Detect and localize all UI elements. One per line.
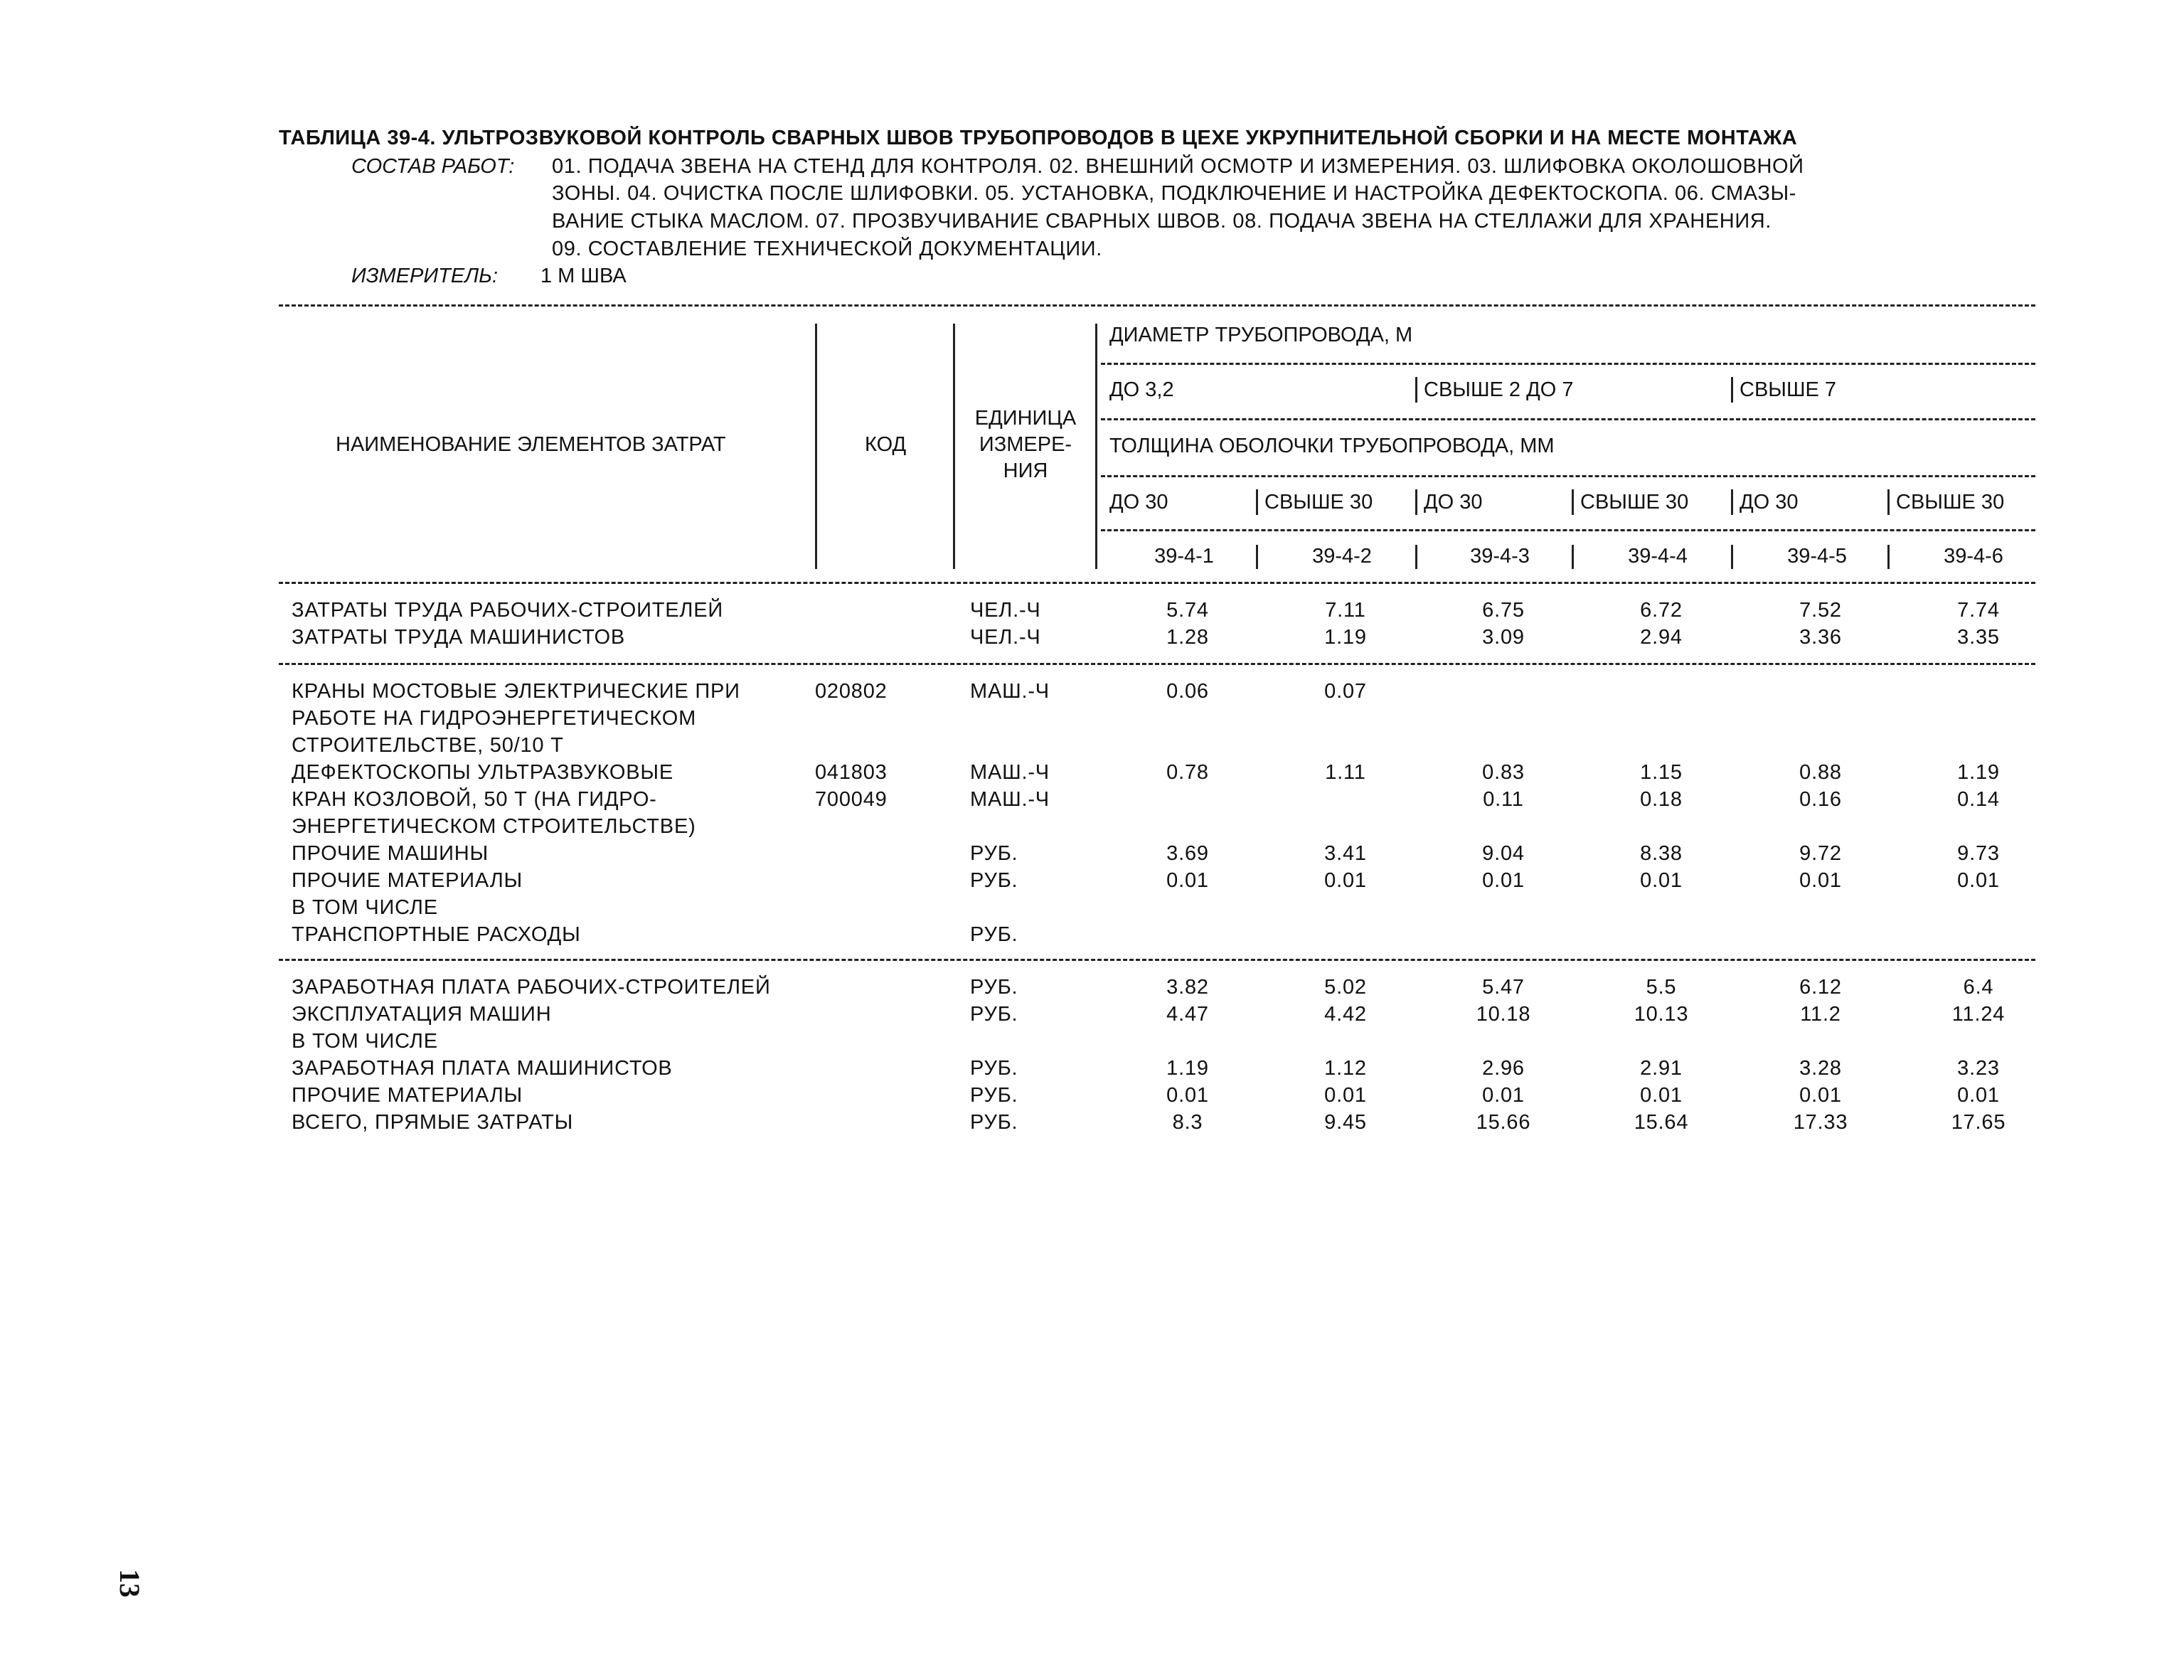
header-code-number: 39-4-5 — [1787, 545, 1847, 568]
row-value: 8.38 — [1640, 842, 1683, 865]
row-value: 8.3 — [1172, 1111, 1203, 1134]
column-divider — [1731, 377, 1733, 403]
row-unit: РУБ. — [970, 1084, 1018, 1107]
row-name: СТРОИТЕЛЬСТВЕ, 50/10 Т — [292, 734, 564, 757]
row-name: В ТОМ ЧИСЛЕ — [292, 1030, 438, 1053]
header-diameter-group: СВЫШЕ 7 — [1740, 378, 1837, 401]
row-value: 0.07 — [1324, 680, 1367, 703]
row-value: 10.13 — [1634, 1003, 1689, 1026]
row-value: 15.66 — [1476, 1111, 1531, 1134]
row-value: 6.12 — [1799, 976, 1842, 999]
row-name: ПРОЧИЕ МАШИНЫ — [292, 842, 489, 865]
row-value: 0.01 — [1166, 1084, 1209, 1107]
row-value: 1.19 — [1957, 761, 2000, 784]
header-thickness-col: ДО 30 — [1424, 491, 1483, 514]
row-name: ЗАРАБОТНАЯ ПЛАТА РАБОЧИХ-СТРОИТЕЛЕЙ — [292, 976, 771, 999]
row-value: 3.23 — [1957, 1057, 2000, 1080]
row-value: 17.33 — [1793, 1111, 1848, 1134]
row-value: 2.94 — [1640, 626, 1683, 649]
row-unit: РУБ. — [970, 1057, 1018, 1080]
row-value: 5.02 — [1324, 976, 1367, 999]
row-value: 0.01 — [1799, 869, 1842, 892]
row-name: ДЕФЕКТОСКОПЫ УЛЬТРАЗВУКОВЫЕ — [292, 761, 674, 784]
meter-value: 1 М ШВА — [540, 265, 627, 287]
row-name: ПРОЧИЕ МАТЕРИАЛЫ — [292, 1084, 523, 1107]
divider — [279, 304, 2035, 307]
column-divider — [1887, 489, 1890, 515]
header-code: КОД — [865, 433, 907, 456]
header-code-number: 39-4-2 — [1312, 545, 1372, 568]
row-value: 5.5 — [1646, 976, 1677, 999]
row-value: 0.83 — [1482, 761, 1525, 784]
row-value: 5.74 — [1166, 599, 1209, 622]
row-value: 0.88 — [1799, 761, 1842, 784]
row-name: ТРАНСПОРТНЫЕ РАСХОДЫ — [292, 923, 581, 946]
row-value: 0.01 — [1482, 1084, 1525, 1107]
column-divider — [1415, 489, 1417, 515]
row-value: 9.45 — [1324, 1111, 1367, 1134]
column-divider — [1256, 545, 1258, 569]
row-value: 11.2 — [1800, 1003, 1841, 1026]
row-value: 3.09 — [1482, 626, 1525, 649]
header-thickness-col: СВЫШЕ 30 — [1264, 491, 1373, 514]
row-value: 0.01 — [1482, 869, 1525, 892]
column-divider — [1415, 545, 1417, 569]
row-value: 4.42 — [1324, 1003, 1367, 1026]
row-value: 1.28 — [1166, 626, 1209, 649]
column-divider — [1572, 545, 1574, 569]
row-value: 1.15 — [1640, 761, 1683, 784]
row-value: 7.52 — [1799, 599, 1842, 622]
row-value: 0.11 — [1483, 788, 1524, 811]
row-code: 700049 — [815, 788, 888, 811]
row-unit: РУБ. — [970, 1003, 1018, 1026]
row-unit: РУБ. — [970, 869, 1018, 892]
row-name: ЗАТРАТЫ ТРУДА РАБОЧИХ-СТРОИТЕЛЕЙ — [292, 599, 724, 622]
row-unit: МАШ.-Ч — [970, 761, 1050, 784]
header-thickness-col: СВЫШЕ 30 — [1580, 491, 1689, 514]
column-divider — [1095, 324, 1097, 569]
row-value: 0.14 — [1957, 788, 2000, 811]
row-value: 3.69 — [1166, 842, 1209, 865]
row-name: ЗАРАБОТНАЯ ПЛАТА МАШИНИСТОВ — [292, 1057, 673, 1080]
row-value: 0.01 — [1640, 869, 1683, 892]
header-code-number: 39-4-1 — [1154, 545, 1214, 568]
row-value: 0.01 — [1324, 1084, 1367, 1107]
row-value: 0.78 — [1166, 761, 1209, 784]
row-code: 041803 — [815, 761, 888, 784]
row-value: 9.04 — [1482, 842, 1525, 865]
row-name: КРАНЫ МОСТОВЫЕ ЭЛЕКТРИЧЕСКИЕ ПРИ — [292, 680, 740, 703]
header-unit: ИЗМЕРЕ- — [979, 433, 1072, 456]
row-unit: МАШ.-Ч — [970, 788, 1050, 811]
row-value: 3.36 — [1799, 626, 1842, 649]
row-unit: РУБ. — [970, 1111, 1018, 1134]
header-code-number: 39-4-6 — [1944, 545, 2003, 568]
row-value: 15.64 — [1634, 1111, 1689, 1134]
column-divider — [1256, 489, 1258, 515]
column-divider — [1887, 545, 1890, 569]
row-value: 1.12 — [1324, 1057, 1367, 1080]
row-value: 3.28 — [1799, 1057, 1842, 1080]
column-divider — [1415, 377, 1417, 403]
composition-label: СОСТАВ РАБОТ: — [351, 155, 515, 178]
row-value: 0.01 — [1957, 869, 2000, 892]
column-divider — [1731, 545, 1733, 569]
row-value: 17.65 — [1951, 1111, 2006, 1134]
composition-line: ВАНИЕ СТЫКА МАСЛОМ. 07. ПРОЗВУЧИВАНИЕ СВАРНЫХ ШВОВ. 08. ПОДАЧА ЗВЕНА НА СТЕЛЛАЖИ ДЛЯ ХРАНЕНИЯ. — [552, 210, 1772, 233]
row-unit: МАШ.-Ч — [970, 680, 1050, 703]
header-code-number: 39-4-3 — [1470, 545, 1530, 568]
row-name: ЗАТРАТЫ ТРУДА МАШИНИСТОВ — [292, 626, 626, 649]
divider — [1101, 363, 2035, 365]
row-value: 0.06 — [1166, 680, 1209, 703]
composition-line: 01. ПОДАЧА ЗВЕНА НА СТЕНД ДЛЯ КОНТРОЛЯ. 02. ВНЕШНИЙ ОСМОТР И ИЗМЕРЕНИЯ. 03. ШЛИФОВКА ОКОЛОШОВНОЙ — [552, 155, 1804, 178]
header-thickness-col: ДО 30 — [1109, 491, 1168, 514]
header-thickness: ТОЛЩИНА ОБОЛОЧКИ ТРУБОПРОВОДА, ММ — [1109, 435, 1555, 457]
column-divider — [1731, 489, 1733, 515]
row-value: 3.82 — [1166, 976, 1209, 999]
row-value: 0.01 — [1799, 1084, 1842, 1107]
row-value: 11.24 — [1951, 1003, 2005, 1026]
row-value: 9.72 — [1799, 842, 1842, 865]
section-divider — [279, 663, 2035, 665]
meter-label: ИЗМЕРИТЕЛЬ: — [351, 265, 499, 287]
row-name: ПРОЧИЕ МАТЕРИАЛЫ — [292, 869, 523, 892]
divider — [279, 582, 2035, 584]
row-value: 4.47 — [1166, 1003, 1209, 1026]
header-unit: ЕДИНИЦА — [974, 407, 1077, 430]
row-value: 0.01 — [1166, 869, 1209, 892]
row-value: 7.11 — [1325, 599, 1366, 622]
row-value: 0.18 — [1640, 788, 1683, 811]
row-name: РАБОТЕ НА ГИДРОЭНЕРГЕТИЧЕСКОМ — [292, 707, 697, 730]
row-name: КРАН КОЗЛОВОЙ, 50 Т (НА ГИДРО- — [292, 788, 657, 811]
row-value: 0.01 — [1957, 1084, 2000, 1107]
header-thickness-col: СВЫШЕ 30 — [1896, 491, 2005, 514]
row-name: В ТОМ ЧИСЛЕ — [292, 896, 438, 919]
column-divider — [953, 324, 955, 569]
divider — [1101, 475, 2035, 477]
row-value: 6.4 — [1963, 976, 1994, 999]
composition-line: ЗОНЫ. 04. ОЧИСТКА ПОСЛЕ ШЛИФОВКИ. 05. УСТАНОВКА, ПОДКЛЮЧЕНИЕ И НАСТРОЙКА ДЕФЕКТОСКОПА. 06. СМАЗЫ- — [552, 182, 1797, 205]
row-value: 3.35 — [1957, 626, 2000, 649]
row-unit: РУБ. — [970, 976, 1018, 999]
row-value: 3.41 — [1324, 842, 1367, 865]
row-name: ЭНЕРГЕТИЧЕСКОМ СТРОИТЕЛЬСТВЕ) — [292, 815, 696, 838]
column-divider — [815, 324, 817, 569]
header-unit: НИЯ — [1003, 459, 1048, 482]
row-value: 0.16 — [1799, 788, 1842, 811]
column-divider — [1572, 489, 1574, 515]
row-value: 0.01 — [1324, 869, 1367, 892]
table-title: ТАБЛИЦА 39-4. УЛЬТРОЗВУКОВОЙ КОНТРОЛЬ СВАРНЫХ ШВОВ ТРУБОПРОВОДОВ В ЦЕХЕ УКРУПНИТЕЛЬНОЙ СБОРКИ И НА МЕСТЕ МОНТАЖА — [279, 127, 1798, 149]
section-divider — [279, 959, 2035, 961]
header-thickness-col: ДО 30 — [1740, 491, 1799, 514]
row-value: 6.72 — [1640, 599, 1683, 622]
row-value: 1.19 — [1166, 1057, 1209, 1080]
row-value: 5.47 — [1482, 976, 1525, 999]
row-unit: РУБ. — [970, 842, 1018, 865]
divider — [1101, 529, 2035, 531]
row-unit: ЧЕЛ.-Ч — [970, 599, 1041, 622]
header-code-number: 39-4-4 — [1628, 545, 1688, 568]
page-number: 13 — [114, 1569, 146, 1597]
divider — [1101, 418, 2035, 420]
header-diameter-group: ДО 3,2 — [1109, 378, 1174, 401]
row-code: 020802 — [815, 680, 888, 703]
row-unit: ЧЕЛ.-Ч — [970, 626, 1041, 649]
row-name: ЭКСПЛУАТАЦИЯ МАШИН — [292, 1003, 552, 1026]
row-value: 6.75 — [1482, 599, 1525, 622]
row-unit: РУБ. — [970, 923, 1018, 946]
row-value: 7.74 — [1957, 599, 2000, 622]
row-name: ВСЕГО, ПРЯМЫЕ ЗАТРАТЫ — [292, 1111, 574, 1134]
row-value: 2.91 — [1640, 1057, 1683, 1080]
row-value: 10.18 — [1476, 1003, 1531, 1026]
row-value: 0.01 — [1640, 1084, 1683, 1107]
header-diameter: ДИАМЕТР ТРУБОПРОВОДА, М — [1109, 324, 1413, 346]
header-diameter-group: СВЫШЕ 2 ДО 7 — [1424, 378, 1574, 401]
composition-line: 09. СОСТАВЛЕНИЕ ТЕХНИЧЕСКОЙ ДОКУМЕНТАЦИИ. — [552, 238, 1102, 260]
row-value: 1.19 — [1324, 626, 1367, 649]
row-value: 9.73 — [1957, 842, 2000, 865]
header-name: НАИМЕНОВАНИЕ ЭЛЕМЕНТОВ ЗАТРАТ — [336, 433, 726, 456]
row-value: 1.11 — [1325, 761, 1366, 784]
row-value: 2.96 — [1482, 1057, 1525, 1080]
